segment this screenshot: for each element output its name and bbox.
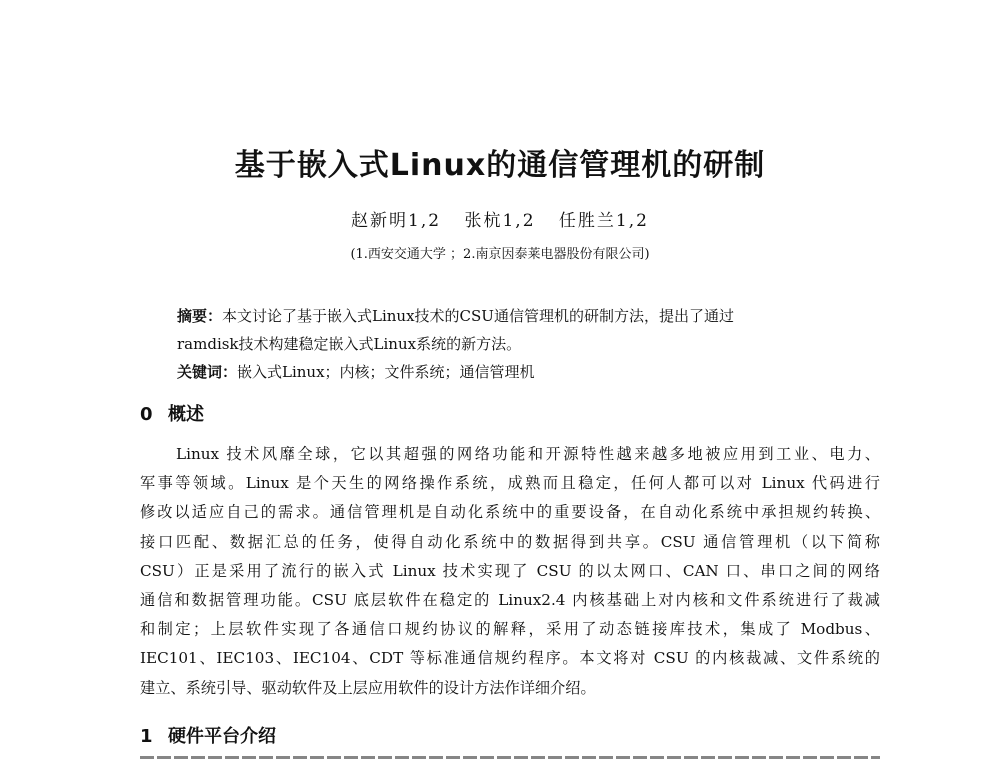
paragraph-line: Linux 技术风靡全球，它以其超强的网络功能和开源特性越来越多地被应用到工业、电力、 — [176, 445, 880, 463]
overview-paragraph — [140, 440, 880, 703]
section-heading-overview — [140, 400, 204, 426]
paragraph-line: 通信和数据管理功能。CSU 底层软件在稳定的 Linux2.4 内核基础上对内核和文件系统进行了裁减 — [140, 591, 880, 610]
author-list — [0, 206, 1000, 231]
paper-title: 基于嵌入式Linux的通信管理机的研制 — [234, 148, 766, 183]
paragraph-line: 接口匹配、数据汇总的任务，使得自动化系统中的数据得到共享。CSU 通信管理机（以下简称 — [140, 532, 880, 551]
keywords-label: 关键词： — [177, 363, 238, 381]
paragraph-line: CSU）正是采用了流行的嵌入式 Linux 技术实现了 CSU 的以太网口、CAN 口、串口之间的网络 — [140, 561, 880, 580]
paragraph-line: 军事等领域。Linux 是个天生的网络操作系统，成熟而且稳定，任何人都可以对 Linux 代码进行 — [140, 474, 880, 493]
abstract-line-1 — [177, 302, 877, 330]
abstract-line-2 — [177, 330, 877, 358]
section-heading-hardware — [140, 722, 276, 748]
cut-off-text-line — [140, 752, 880, 759]
abstract-text-1: 本文讨论了基于嵌入式Linux技术的CSU通信管理机的研制方法，提出了通过 — [222, 307, 734, 325]
author-1: 赵新明1,2 — [351, 211, 442, 231]
section-title: 硬件平台介绍 — [168, 726, 276, 747]
author-3: 任胜兰1,2 — [558, 211, 649, 231]
section-number: 0 — [140, 404, 153, 425]
paragraph-line: 和制定；上层软件实现了各通信口规约协议的解释，采用了动态链接库技术，集成了 Modbus、 — [140, 620, 880, 639]
section-number: 1 — [140, 726, 153, 747]
keywords-line — [177, 358, 877, 386]
paragraph-line: 修改以适应自己的需求。通信管理机是自动化系统中的重要设备，在自动化系统中承担规约转换、 — [140, 503, 880, 522]
keywords-text: 嵌入式Linux；内核；文件系统；通信管理机 — [237, 363, 535, 381]
abstract-text-2: ramdisk技术构建稳定嵌入式Linux系统的新方法。 — [177, 335, 522, 353]
abstract-label: 摘要： — [177, 307, 223, 325]
paragraph-line: 建立、系统引导、驱动软件及上层应用软件的设计方法作详细介绍。 — [140, 678, 596, 697]
author-2: 张杭1,2 — [464, 211, 536, 231]
affiliation: (1.西安交通大学 ；2.南京因泰莱电器股份有限公司) — [350, 247, 650, 262]
paragraph-line: IEC101、IEC103、IEC104、CDT 等标准通信规约程序。本文将对 CSU 的内核裁减、文件系统的 — [140, 649, 880, 668]
section-title: 概述 — [168, 404, 204, 425]
